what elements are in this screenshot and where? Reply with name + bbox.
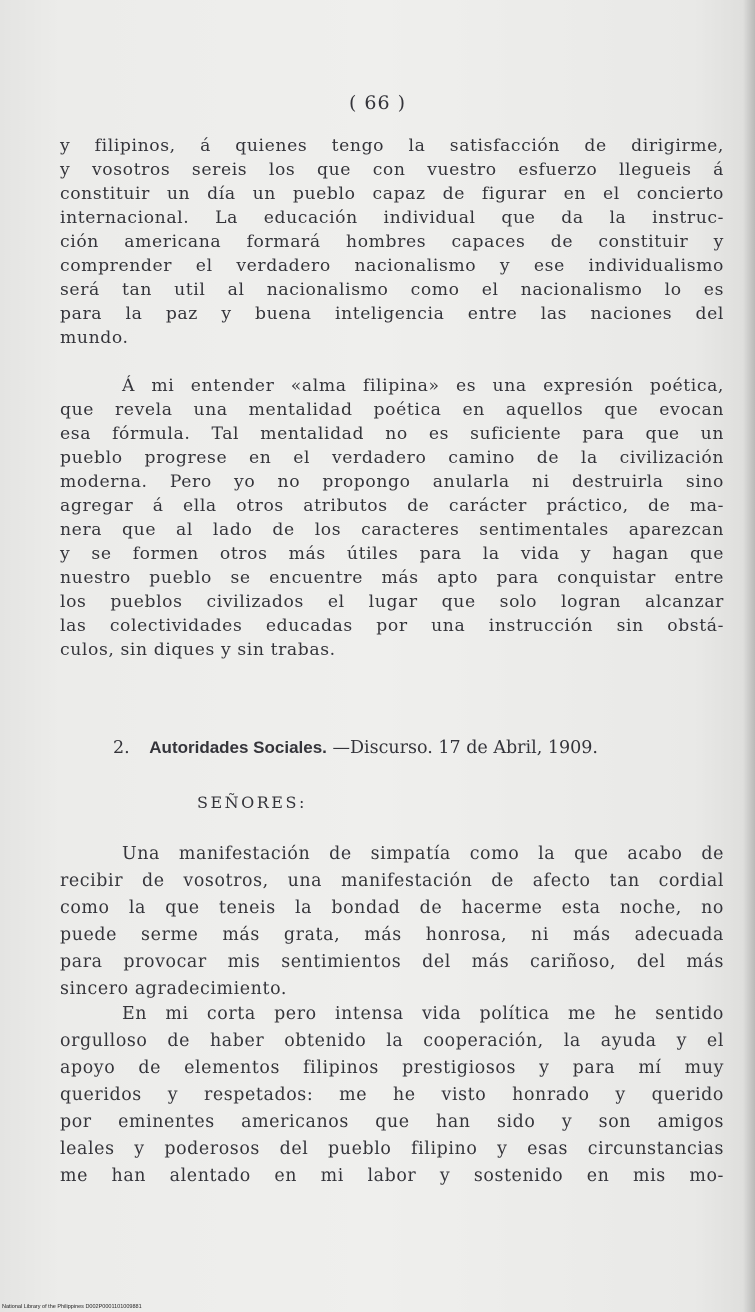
page-edge-shadow: [743, 0, 755, 1312]
text-line: esa fórmula. Tal mentalidad no es suficiente para que un: [60, 424, 724, 444]
text-line: orgulloso de haber obtenido la cooperación, la ayuda y el: [60, 1031, 724, 1051]
text-line: para la paz y buena inteligencia entre las naciones del: [60, 304, 724, 324]
section-subtitle: —Discurso. 17 de Abril, 1909.: [332, 738, 598, 758]
paragraph-2: [60, 374, 724, 662]
text-line: y filipinos, á quienes tengo la satisfacción de dirigirme,: [60, 136, 724, 156]
text-line: me han alentado en mi labor y sostenido en mis mo-: [60, 1166, 724, 1186]
text-line: pueblo progrese en el verdadero camino de la civilización: [60, 448, 724, 468]
text-line: nuestro pueblo se encuentre más apto para conquistar entre: [60, 568, 724, 588]
text-line: En mi corta pero intensa vida política me he sentido: [122, 1004, 724, 1024]
text-line: internacional. La educación individual que da la instruc-: [60, 208, 724, 228]
text-line: moderna. Pero yo no propongo anularla ni destruirla sino: [60, 472, 724, 492]
text-line: y se formen otros más útiles para la vida y hagan que: [60, 544, 724, 564]
text-line: queridos y respetados: me he visto honrado y querido: [60, 1085, 724, 1105]
section-heading: [113, 738, 693, 758]
text-line: mundo.: [60, 328, 129, 348]
text-line: leales y poderosos del pueblo filipino y esas circunstancias: [60, 1139, 724, 1159]
text-line: recibir de vosotros, una manifestación de afecto tan cordial: [60, 871, 724, 891]
section-number: 2.: [113, 738, 130, 758]
text-line: sincero agradecimiento.: [60, 979, 287, 999]
salutation: SEÑORES:: [197, 793, 307, 812]
paragraph-1: [60, 134, 724, 350]
text-line: y vosotros sereis los que con vuestro esfuerzo llegueis á: [60, 160, 724, 180]
paragraph-4: [60, 1001, 724, 1190]
text-line: Á mi entender «alma filipina» es una expresión poética,: [122, 376, 724, 396]
text-line: nera que al lado de los caracteres sentimentales aparezcan: [60, 520, 724, 540]
text-line: puede serme más grata, más honrosa, ni más adecuada: [60, 925, 724, 945]
text-line: por eminentes americanos que han sido y son amigos: [60, 1112, 724, 1132]
text-line: constituir un día un pueblo capaz de figurar en el concierto: [60, 184, 724, 204]
text-line: apoyo de elementos filipinos prestigiosos y para mí muy: [60, 1058, 724, 1078]
text-line: para provocar mis sentimientos del más cariñoso, del más: [60, 952, 724, 972]
text-line: como la que teneis la bondad de hacerme esta noche, no: [60, 898, 724, 918]
text-line: las colectividades educadas por una instrucción sin obstá-: [60, 616, 724, 636]
library-footer: National Library of the Philippines D002P0001101009881: [2, 1304, 142, 1310]
text-line: ción americana formará hombres capaces de constituir y: [60, 232, 724, 252]
text-line: culos, sin diques y sin trabas.: [60, 640, 336, 660]
paragraph-3: [60, 841, 724, 1003]
text-line: Una manifestación de simpatía como la que acabo de: [122, 844, 724, 864]
text-line: agregar á ella otros atributos de carácter práctico, de ma-: [60, 496, 724, 516]
text-line: comprender el verdadero nacionalismo y ese individualismo: [60, 256, 724, 276]
text-line: que revela una mentalidad poética en aquellos que evocan: [60, 400, 724, 420]
page-number: ( 66 ): [348, 92, 407, 114]
section-title: Autoridades Sociales.: [149, 738, 327, 757]
text-line: será tan util al nacionalismo como el nacionalismo lo es: [60, 280, 724, 300]
text-line: los pueblos civilizados el lugar que solo logran alcanzar: [60, 592, 724, 612]
